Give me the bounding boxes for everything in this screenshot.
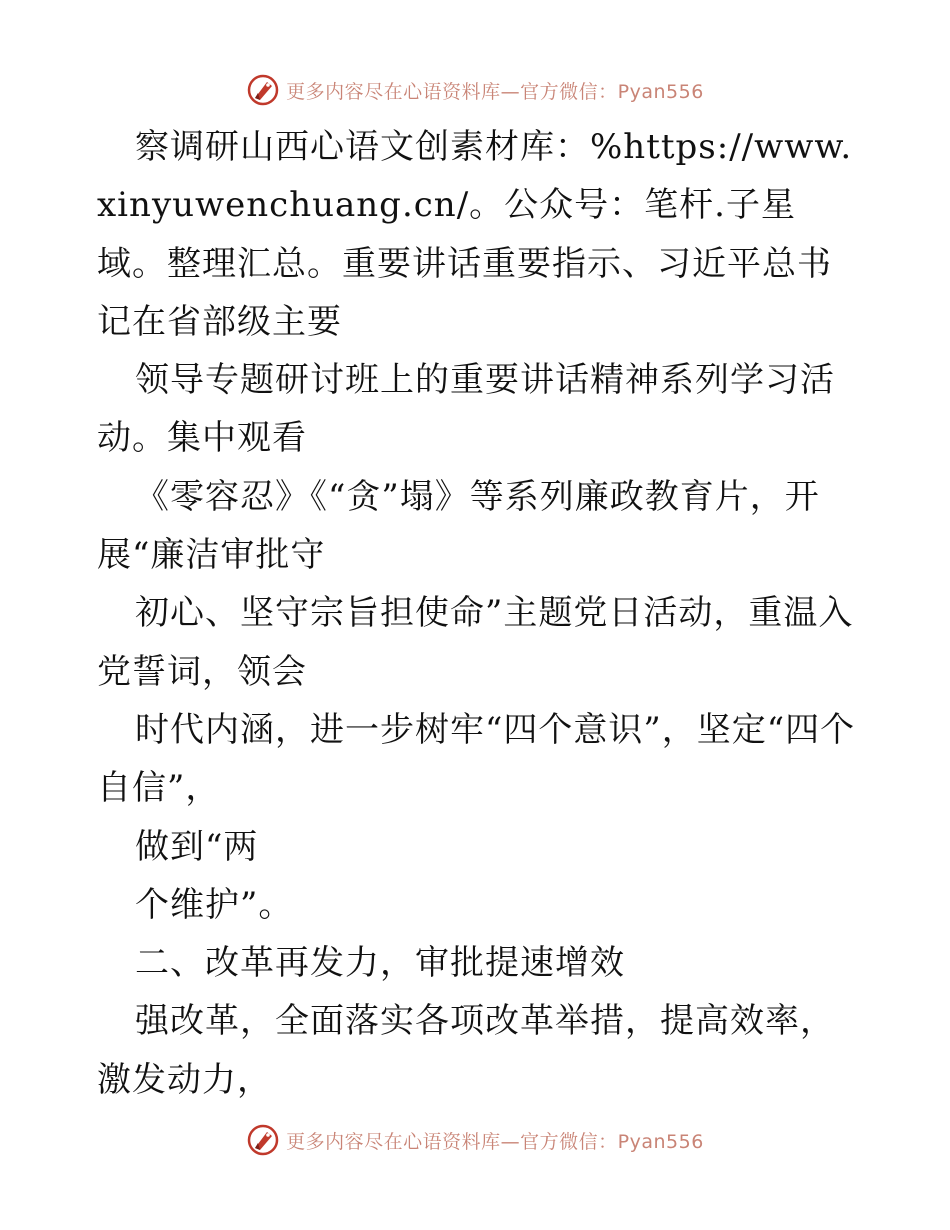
paragraph-5: 时代内涵，进一步树牢“四个意识”，坚定“四个自信”， [97,709,856,809]
paragraph-7: 个维护”。 [135,884,294,925]
paragraph-8: 强改革，全面落实各项改革举措，提高效率，激发动力， [97,1001,835,1100]
pen-logo-icon [246,73,280,107]
paragraph-3: 《零容忍》《“贪”塌》等系列廉政教育片，开展“廉洁审批守 [97,476,820,576]
header-banner [0,70,950,110]
body-text [97,118,857,1109]
footer-banner [0,1120,950,1160]
footer-banner-text: 更多内容尽在心语资料库—官方微信：Pyan556 [286,1130,704,1153]
paragraph-1: 察调研山西心语文创素材库：%https://www.xinyuwenchuang.cn/。公众号：笔杆.子星域。整理汇总。重要讲话重要指示、习近平总书记在省部级主要 [97,127,853,342]
pen-logo-icon [246,1123,280,1157]
section-heading: 二、改革再发力，审批提速增效 [135,943,625,984]
paragraph-4: 初心、坚守宗旨担使命”主题党日活动，重温入党誓词，领会 [97,593,854,692]
header-banner-text: 更多内容尽在心语资料库—官方微信：Pyan556 [286,80,704,103]
paragraph-6: 做到“两 [135,826,259,867]
paragraph-2: 领导专题研讨班上的重要讲话精神系列学习活动。集中观看 [97,360,835,459]
